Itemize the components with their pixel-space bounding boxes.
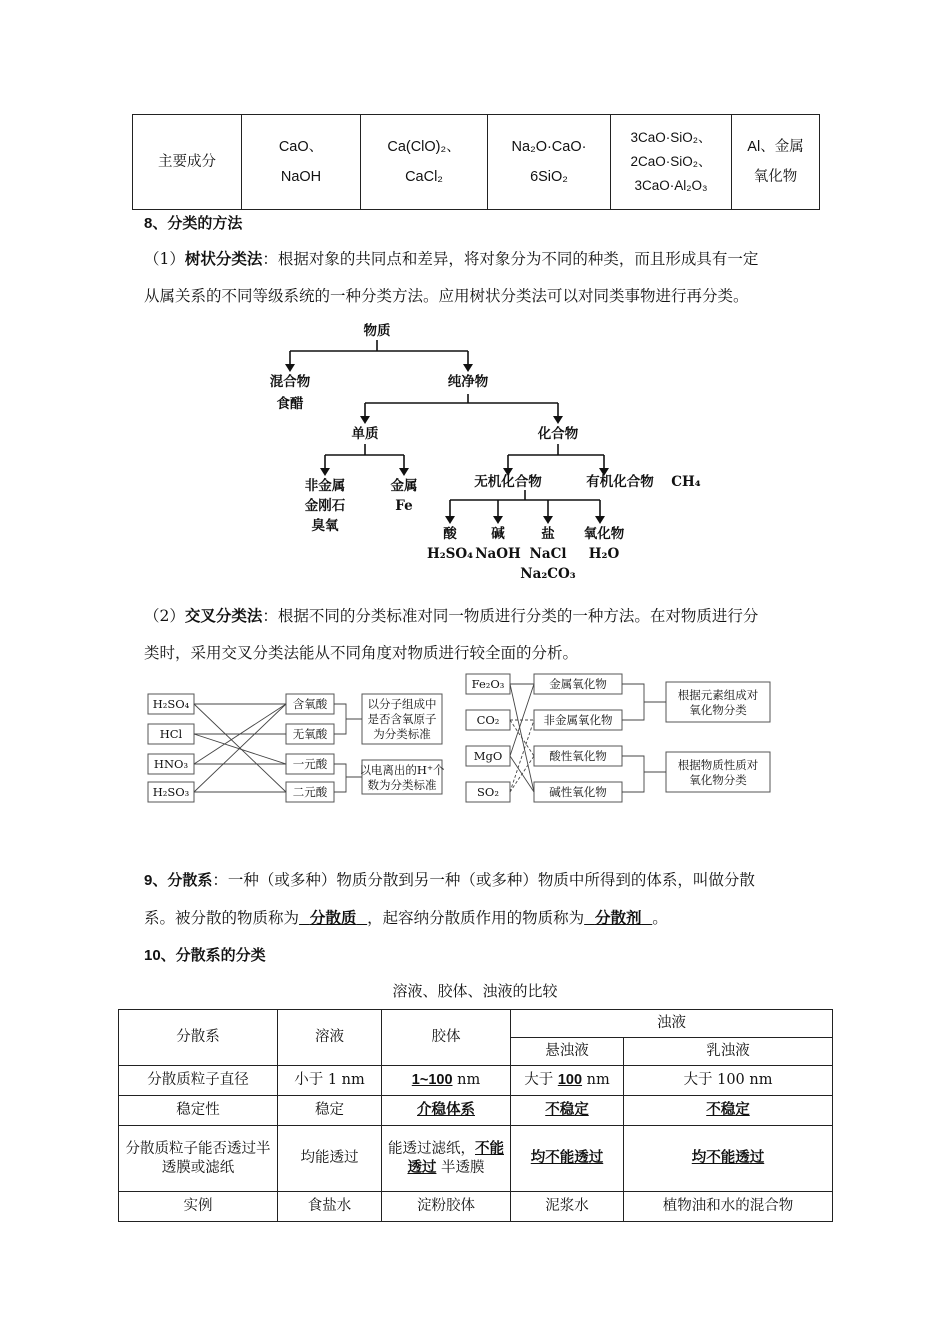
cross1-note1-l2: 是否含氧原子 [367,712,437,726]
header-emulsion: 乳浊液 [624,1038,833,1066]
row-stability-colloid: 介稳体系 [382,1096,511,1126]
cross2-left-1: Fe₂O₃ [471,677,505,691]
row-example-solution: 食盐水 [278,1192,382,1222]
blank-dispersion-medium: 分散剂 [594,908,642,927]
cross-method-paragraph: （2）交叉分类法：根据不同的分类标准对同一物质进行分类的一种方法。在对物质进行分 类时，采用交叉分类法能从不同角度对物质进行较全面的分析。 [144,606,759,662]
node-nonmetal-ex2: 臭氧 [311,518,339,534]
node-inorganic: 无机化合物 [474,474,542,490]
cross2-right-3: 酸性氧化物 [549,749,607,763]
main-components-table [132,114,820,210]
row-stability-suspension: 不稳定 [511,1096,624,1126]
row-permeability-emulsion: 均不能透过 [624,1126,833,1192]
blank-dispersed-phase: 分散质 [309,908,357,927]
row-diameter-emulsion: 大于 100 nm [624,1066,833,1096]
tree-term: 树状分类法 [184,249,263,268]
row-diameter-colloid: 1~100 nm [382,1066,511,1096]
cross1-right-1: 含氧酸 [292,697,328,711]
cross1-right-4: 二元酸 [292,785,328,799]
node-salt-ex1: NaCl [529,546,567,562]
header-turbid: 浊液 [511,1010,833,1038]
cross1-note2-l1: 以电离出的H⁺个 [359,763,445,777]
tree-classification-diagram [250,318,710,588]
cross2-note2-l2: 氧化物分类 [689,773,747,787]
header-suspension: 悬浊液 [511,1038,624,1066]
cross1-left-3: HNO₃ [153,757,189,771]
node-salt-ex2: Na₂CO₃ [520,566,576,582]
row-example-label: 实例 [119,1192,278,1222]
section-8-heading: 8、分类的方法 [144,215,243,232]
cross1-left-1: H₂SO₄ [152,697,190,711]
cross1-note1-l3: 为分类标准 [373,727,431,741]
row-permeability-suspension: 均不能透过 [511,1126,624,1192]
node-pure: 纯净物 [447,374,489,390]
cell-3: Na₂O·CaO· 6SiO₂ [488,115,611,210]
node-metal: 金属 [390,478,418,494]
node-root: 物质 [363,323,391,339]
cross2-note2-l1: 根据物质性质对 [677,758,759,772]
row-permeability-colloid: 能透过滤纸，不能透过 半透膜 [382,1126,511,1192]
cross-classification-diagram [140,672,780,812]
node-base-ex: NaOH [475,546,521,562]
node-compound: 化合物 [537,426,579,442]
cell-1: CaO、 NaOH [242,115,361,210]
header-colloid: 胶体 [382,1010,511,1066]
section-9-paragraph: 9、分散系：一种（或多种）物质分散到另一种（或多种）物质中所得到的体系，叫做分散 系。被分散的物质称为 分散质 ，起容纳分散质作用的物质称为 分散剂 。 [144,871,755,927]
node-element: 单质 [351,426,379,442]
row-stability-emulsion: 不稳定 [624,1096,833,1126]
node-metal-ex: Fe [395,498,413,514]
cross2-left-4: SO₂ [477,785,499,799]
table-caption: 溶液、胶体、浊液的比较 [392,982,558,1000]
row-example-emulsion: 植物油和水的混合物 [624,1192,833,1222]
node-nonmetal: 非金属 [304,478,346,494]
node-salt: 盐 [541,526,555,542]
cross2-left-3: MgO [473,749,503,763]
section-9-heading: 9、分散系 [144,872,213,889]
row-example-suspension: 泥浆水 [511,1192,624,1222]
row-diameter-suspension: 大于 100 nm [511,1066,624,1096]
cell-2: Ca(ClO)₂、 CaCl₂ [361,115,488,210]
row-stability-solution: 稳定 [278,1096,382,1126]
row-stability-label: 稳定性 [119,1096,278,1126]
cross2-note1-l2: 氧化物分类 [689,703,747,717]
dispersion-comparison-table [118,1009,833,1222]
node-acid: 酸 [443,526,457,542]
node-mixture: 混合物 [269,374,311,390]
header-system: 分散系 [119,1010,278,1066]
row-diameter-label: 分散质粒子直径 [119,1066,278,1096]
row-permeability-label: 分散质粒子能否透过半透膜或滤纸 [119,1126,278,1192]
cross1-note2-l2: 数为分类标准 [367,778,437,792]
cross1-right-2: 无氧酸 [292,727,328,741]
node-organic-ex: CH₄ [671,474,701,490]
row-diameter-solution: 小于 1 nm [278,1066,382,1096]
cross2-note1-l1: 根据元素组成对 [677,688,759,702]
row-label: 主要成分 [133,115,242,210]
node-oxide: 氧化物 [583,526,625,542]
cell-5: Al、金属 氧化物 [732,115,820,210]
row-example-colloid: 淀粉胶体 [382,1192,511,1222]
row-permeability-solution: 均能透过 [278,1126,382,1192]
cross1-left-4: H₂SO₃ [152,785,190,799]
node-mixture-ex: 食醋 [276,396,304,412]
node-base: 碱 [491,526,505,542]
cell-4: 3CaO·SiO₂、 2CaO·SiO₂、 3CaO·Al₂O₃ [611,115,732,210]
node-acid-ex: H₂SO₄ [426,546,474,562]
node-nonmetal-ex1: 金刚石 [304,498,346,514]
cross2-right-4: 碱性氧化物 [549,785,607,799]
header-solution: 溶液 [278,1010,382,1066]
cross2-right-2: 非金属氧化物 [543,713,613,727]
cross2-right-1: 金属氧化物 [549,677,607,691]
node-organic: 有机化合物 [586,474,654,490]
cross1-note1-l1: 以分子组成中 [367,697,437,711]
node-oxide-ex: H₂O [588,546,620,562]
tree-method-paragraph: （1）树状分类法：根据对象的共同点和差异，将对象分为不同的种类，而且形成具有一定 从属关系的不同等级系统的一种分类方法。应用树状分类法可以对同类事物进行再分类。 [144,249,759,305]
cross1-left-2: HCl [159,727,183,741]
section-10-heading: 10、分散系的分类 [144,947,266,964]
cross2-left-2: CO₂ [476,713,500,727]
cross-term: 交叉分类法 [184,606,263,625]
cross1-right-3: 一元酸 [292,757,328,771]
